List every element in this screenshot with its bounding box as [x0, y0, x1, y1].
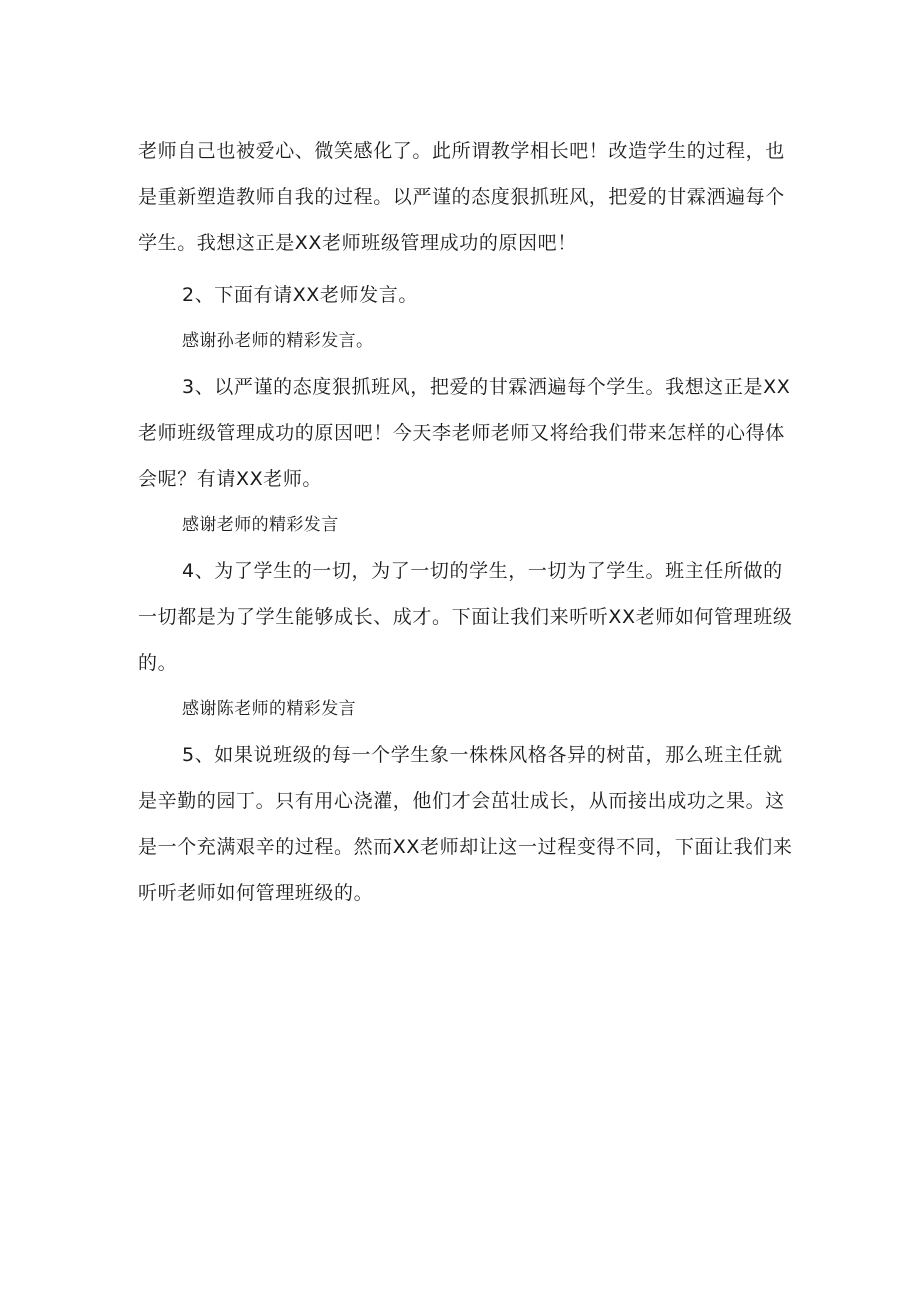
document-body	[138, 128, 798, 916]
paragraph-item-3: 3、以严谨的态度狠抓班风，把爱的甘霖洒遍每个学生。我想这正是XX老师班级管理成功的原因吧！今天李老师老师又将给我们带来怎样的心得体会呢？有请XX老师。	[138, 376, 791, 490]
thanks-line-teacher: 感谢老师的精彩发言	[182, 515, 339, 535]
thanks-line-chen: 感谢陈老师的精彩发言	[182, 699, 356, 719]
paragraph-item-5: 5、如果说班级的每一个学生象一株株风格各异的树苗，那么班主任就是辛勤的园丁。只有用心浇灌，他们才会茁壮成长，从而接出成功之果。这是一个充满艰辛的过程。然而XX老师却让这一过程变得不同，下面让我们来听听老师如何管理班级的。	[138, 744, 793, 904]
thanks-line-sun: 感谢孙老师的精彩发言。	[182, 331, 374, 351]
paragraph-continuation: 老师自己也被爱心、微笑感化了。此所谓教学相长吧！改造学生的过程，也是重新塑造教师自我的过程。以严谨的态度狠抓班风，把爱的甘霖洒遍每个学生。我想这正是XX老师班级管理成功的原因吧！	[138, 140, 785, 254]
paragraph-item-4: 4、为了学生的一切，为了一切的学生，一切为了学生。班主任所做的一切都是为了学生能够成长、成才。下面让我们来听听XX老师如何管理班级的。	[138, 560, 793, 674]
paragraph-item-2: 2、下面有请XX老师发言。	[182, 284, 418, 306]
